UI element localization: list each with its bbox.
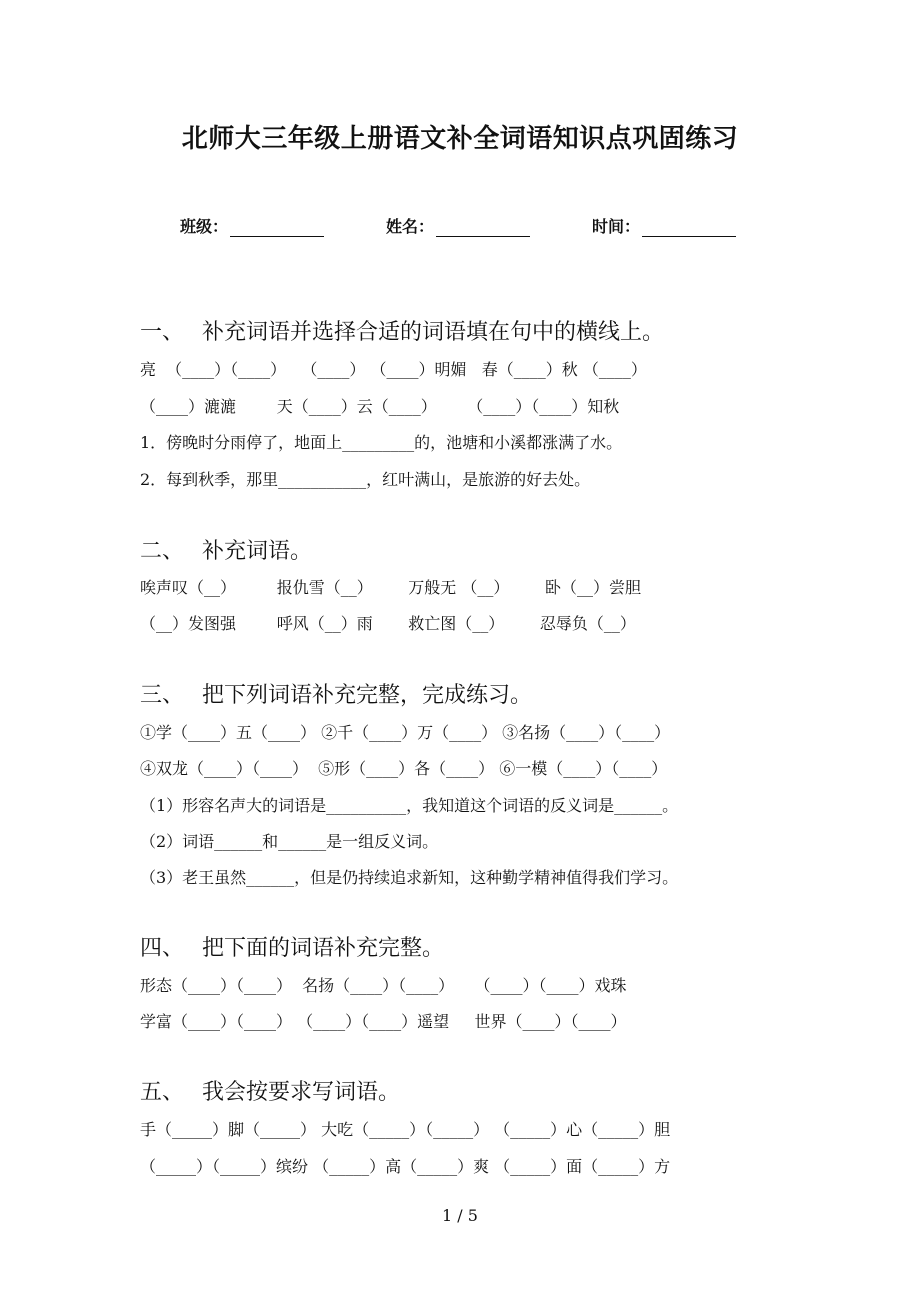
name-field — [386, 214, 530, 237]
exercise-line: （_____）（_____）缤纷 （_____）高（_____）爽 （_____）面（_____）方 — [140, 1157, 671, 1176]
student-info-row — [0, 214, 920, 240]
name-blank[interactable] — [436, 218, 530, 237]
section-title: 补充词语。 — [202, 539, 313, 564]
exercise-line: （3）老王虽然______，但是仍持续追求新知，这种勤学精神值得我们学习。 — [140, 868, 679, 887]
time-field — [592, 214, 736, 237]
section-number: 三、 — [140, 683, 185, 708]
class-label: 班级： — [180, 217, 229, 236]
exercise-line: （____）漉漉 天（____）云（____） （____）（____）知秋 — [140, 397, 620, 416]
section-number: 二、 — [140, 539, 185, 564]
page-title: 北师大三年级上册语文补全词语知识点巩固练习 — [181, 124, 739, 154]
section-1-heading — [140, 315, 664, 346]
exercise-line: 唉声叹（__） 报仇雪（__） 万般无 （__） 卧（__）尝胆 — [140, 578, 641, 597]
name-label: 姓名： — [386, 217, 435, 236]
section-title: 补充词语并选择合适的词语填在句中的横线上。 — [202, 320, 665, 345]
exercise-line: 1．傍晚时分雨停了，地面上_________的，池塘和小溪都涨满了水。 — [140, 433, 623, 452]
section-title: 把下面的词语补充完整。 — [202, 936, 445, 961]
section-5-heading — [140, 1075, 400, 1106]
section-title: 我会按要求写词语。 — [202, 1080, 401, 1105]
section-number: 四、 — [140, 936, 185, 961]
exercise-line: 形态（____）（____） 名扬（____）（____） （____）（____）戏珠 — [140, 976, 627, 995]
section-2-heading — [140, 534, 312, 565]
exercise-line: （2）词语______和______是一组反义词。 — [140, 832, 439, 851]
section-3-heading — [140, 678, 532, 709]
exercise-line: （1）形容名声大的词语是__________，我知道这个词语的反义词是______。 — [140, 796, 679, 815]
section-title: 把下列词语补充完整，完成练习。 — [202, 683, 533, 708]
exercise-line: ④双龙（____）（____） ⑤形（____）各（____） ⑥一模（____）（____） — [140, 759, 668, 778]
class-field — [180, 214, 324, 237]
class-blank[interactable] — [230, 218, 324, 237]
page-number: 1 / 5 — [442, 1206, 478, 1225]
exercise-line: ①学（____）五（____） ②千（____）万（____） ③名扬（____）（____） — [140, 723, 671, 742]
time-label: 时间： — [592, 217, 641, 236]
exercise-line: 亮 （____）（____） （____） （____）明媚 春（____）秋 （____） — [140, 360, 647, 379]
exercise-line: 手（_____）脚（_____） 大吃（_____）（_____） （_____）心（_____）胆 — [140, 1120, 671, 1139]
exercise-line: 学富（____）（____） （____）（____）遥望 世界（____）（____） — [140, 1012, 627, 1031]
exercise-line: （__）发图强 呼风（__）雨 救亡图（__） 忍辱负（__） — [140, 614, 636, 633]
time-blank[interactable] — [642, 218, 736, 237]
section-number: 一、 — [140, 320, 185, 345]
section-number: 五、 — [140, 1080, 185, 1105]
section-4-heading — [140, 931, 444, 962]
exercise-line: 2．每到秋季，那里___________，红叶满山，是旅游的好去处。 — [140, 470, 591, 489]
